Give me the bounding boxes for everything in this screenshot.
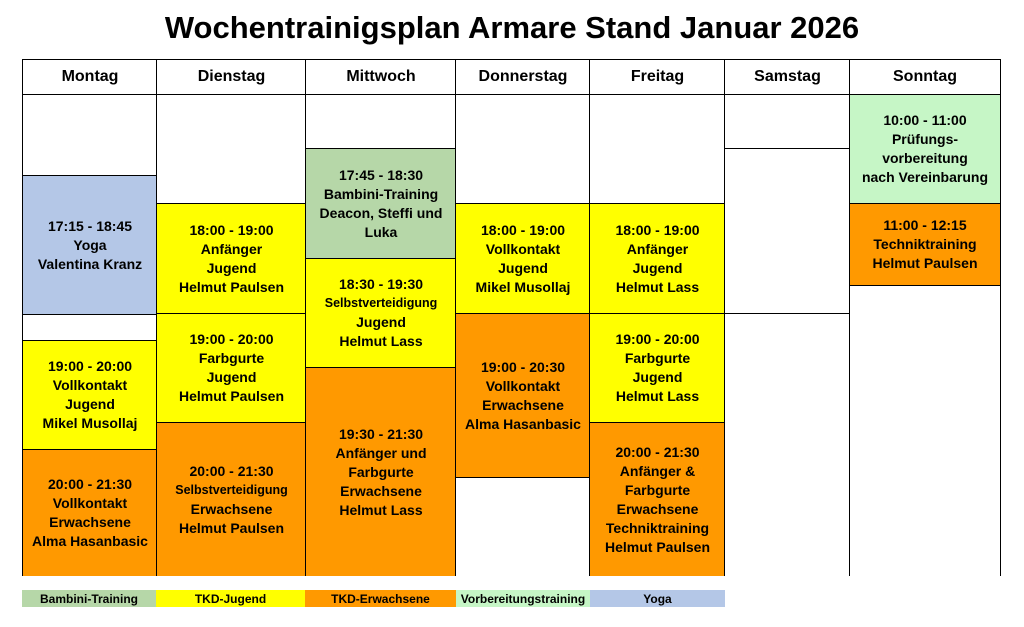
session-block xyxy=(157,203,306,313)
page-title: Wochentrainigsplan Armare Stand Januar 2026 xyxy=(164,10,860,45)
session-text-line: 18:00 - 19:00 xyxy=(615,221,700,238)
empty-slot xyxy=(23,314,157,340)
day-column-sonntag xyxy=(849,95,1001,576)
session-text-line: Erwachsene xyxy=(340,482,422,499)
legend-yoga: Yoga xyxy=(590,590,725,607)
session-text-line: 19:00 - 20:00 xyxy=(615,331,700,347)
session-block xyxy=(590,203,725,313)
session-block xyxy=(456,313,590,477)
session-text-line: Helmut Lass xyxy=(339,333,423,349)
session-text-line: Jugend xyxy=(498,259,548,276)
session-text-line: Helmut Paulsen xyxy=(178,519,285,536)
session-text-line: Erwachsene xyxy=(616,500,699,517)
session-text-line: Farbgurte xyxy=(624,350,691,366)
session-text-line: Jugend xyxy=(356,314,406,330)
session-block xyxy=(590,313,725,422)
session-text-line: Jugend xyxy=(206,259,257,276)
session-text-line: Helmut Paulsen xyxy=(872,255,978,271)
session-text-line: Vollkontakt xyxy=(485,377,561,394)
session-text-line: Anfänger xyxy=(626,240,689,257)
session-text-line: nach Vereinbarung xyxy=(861,169,989,185)
session-text-line: 19:00 - 20:30 xyxy=(480,358,566,375)
session-text-line: 20:00 - 21:30 xyxy=(47,476,133,492)
session-text-line: 19:00 - 20:00 xyxy=(189,331,274,347)
day-header-samstag: Samstag xyxy=(724,59,851,95)
session-block xyxy=(23,449,157,576)
session-text-line: 18:00 - 19:00 xyxy=(189,221,274,238)
day-column-dienstag xyxy=(156,95,307,576)
day-header-donnerstag: Donnerstag xyxy=(455,59,591,95)
empty-slot xyxy=(850,285,1000,576)
session-text-line: Alma Hasanbasic xyxy=(32,533,148,549)
session-text-line: 19:00 - 20:00 xyxy=(47,358,133,374)
day-column-donnerstag xyxy=(455,95,591,576)
session-text-line: Farbgurte xyxy=(198,350,265,366)
session-text-line: 17:15 - 18:45 xyxy=(47,217,133,234)
session-block xyxy=(157,313,306,422)
day-column-mittwoch xyxy=(305,95,457,576)
legend-vorbereitungstraining: Vorbereitungstraining xyxy=(456,590,590,607)
session-block xyxy=(306,148,456,258)
legend-tkd-jugend: TKD-Jugend xyxy=(156,590,305,607)
session-text-line: Anfänger & xyxy=(619,462,696,479)
session-text-line: Prüfungs- xyxy=(891,131,959,147)
session-text-line: Jugend xyxy=(632,259,683,276)
session-text-line: Erwachsene xyxy=(49,514,131,530)
day-header-freitag: Freitag xyxy=(589,59,726,95)
session-text-line: Alma Hasanbasic xyxy=(465,415,581,432)
session-text-line: Techniktraining xyxy=(605,519,710,536)
legend-tkd-erwachsene: TKD-Erwachsene xyxy=(305,590,456,607)
session-block xyxy=(157,422,306,576)
session-text-line: Vollkontakt xyxy=(485,240,561,257)
session-text-line: Anfänger und xyxy=(335,444,427,461)
session-text-line: Mikel Musollaj xyxy=(475,278,571,295)
session-text-line: Jugend xyxy=(632,369,683,385)
session-text-line: Selbstverteidigung xyxy=(324,296,438,310)
session-text-line: Helmut Paulsen xyxy=(178,388,285,404)
session-text-line: 20:00 - 21:30 xyxy=(615,443,700,460)
session-text-line: Selbstverteidigung xyxy=(175,482,288,497)
day-header-dienstag: Dienstag xyxy=(156,59,307,95)
session-block xyxy=(306,367,456,576)
session-text-line: Erwachsene xyxy=(482,396,564,413)
session-text-line: 10:00 - 11:00 xyxy=(883,112,967,128)
session-text-line: Luka xyxy=(364,223,398,240)
session-text-line: Helmut Lass xyxy=(339,501,423,518)
session-text-line: Techniktraining xyxy=(873,236,977,252)
session-text-line: 18:30 - 19:30 xyxy=(338,276,424,292)
schedule-grid xyxy=(22,59,1001,576)
session-text-line: vorbereitung xyxy=(882,150,968,166)
day-header-mittwoch: Mittwoch xyxy=(305,59,457,95)
session-block xyxy=(850,95,1000,203)
day-header-sonntag: Sonntag xyxy=(849,59,1001,95)
session-text-line: Anfänger xyxy=(200,240,263,257)
session-text-line: Erwachsene xyxy=(190,500,273,517)
session-text-line: Farbgurte xyxy=(624,481,691,498)
day-column-samstag xyxy=(724,95,851,576)
day-header-montag: Montag xyxy=(22,59,158,95)
session-text-line: Helmut Lass xyxy=(615,278,700,295)
session-text-line: 18:00 - 19:00 xyxy=(480,221,566,238)
day-column-montag xyxy=(22,95,158,576)
session-text-line: Bambini-Training xyxy=(323,185,439,202)
session-text-line: Farbgurte xyxy=(348,463,414,480)
empty-slot xyxy=(725,148,850,313)
legend-bambini-training: Bambini-Training xyxy=(22,590,156,607)
session-text-line: Deacon, Steffi und xyxy=(319,204,443,221)
session-text-line: Helmut Paulsen xyxy=(604,538,711,555)
session-text-line: Yoga xyxy=(73,236,107,253)
empty-slot xyxy=(725,313,850,576)
session-block xyxy=(23,175,157,314)
session-text-line: 11:00 - 12:15 xyxy=(883,217,967,233)
session-text-line: Jugend xyxy=(65,396,115,412)
session-text-line: Valentina Kranz xyxy=(37,255,143,272)
session-text-line: 19:30 - 21:30 xyxy=(338,425,424,442)
session-block xyxy=(23,340,157,449)
session-text-line: Mikel Musollaj xyxy=(42,415,138,431)
session-text-line: Vollkontakt xyxy=(52,377,128,393)
session-text-line: Helmut Lass xyxy=(615,388,700,404)
session-block xyxy=(456,203,590,313)
session-text-line: Helmut Paulsen xyxy=(178,278,285,295)
session-block xyxy=(850,203,1000,285)
session-text-line: 20:00 - 21:30 xyxy=(189,462,274,479)
session-block xyxy=(306,258,456,367)
session-text-line: 17:45 - 18:30 xyxy=(338,166,424,183)
session-block xyxy=(590,422,725,576)
session-text-line: Jugend xyxy=(206,369,257,385)
session-text-line: Vollkontakt xyxy=(52,495,128,511)
empty-slot xyxy=(456,477,590,576)
day-column-freitag xyxy=(589,95,726,576)
